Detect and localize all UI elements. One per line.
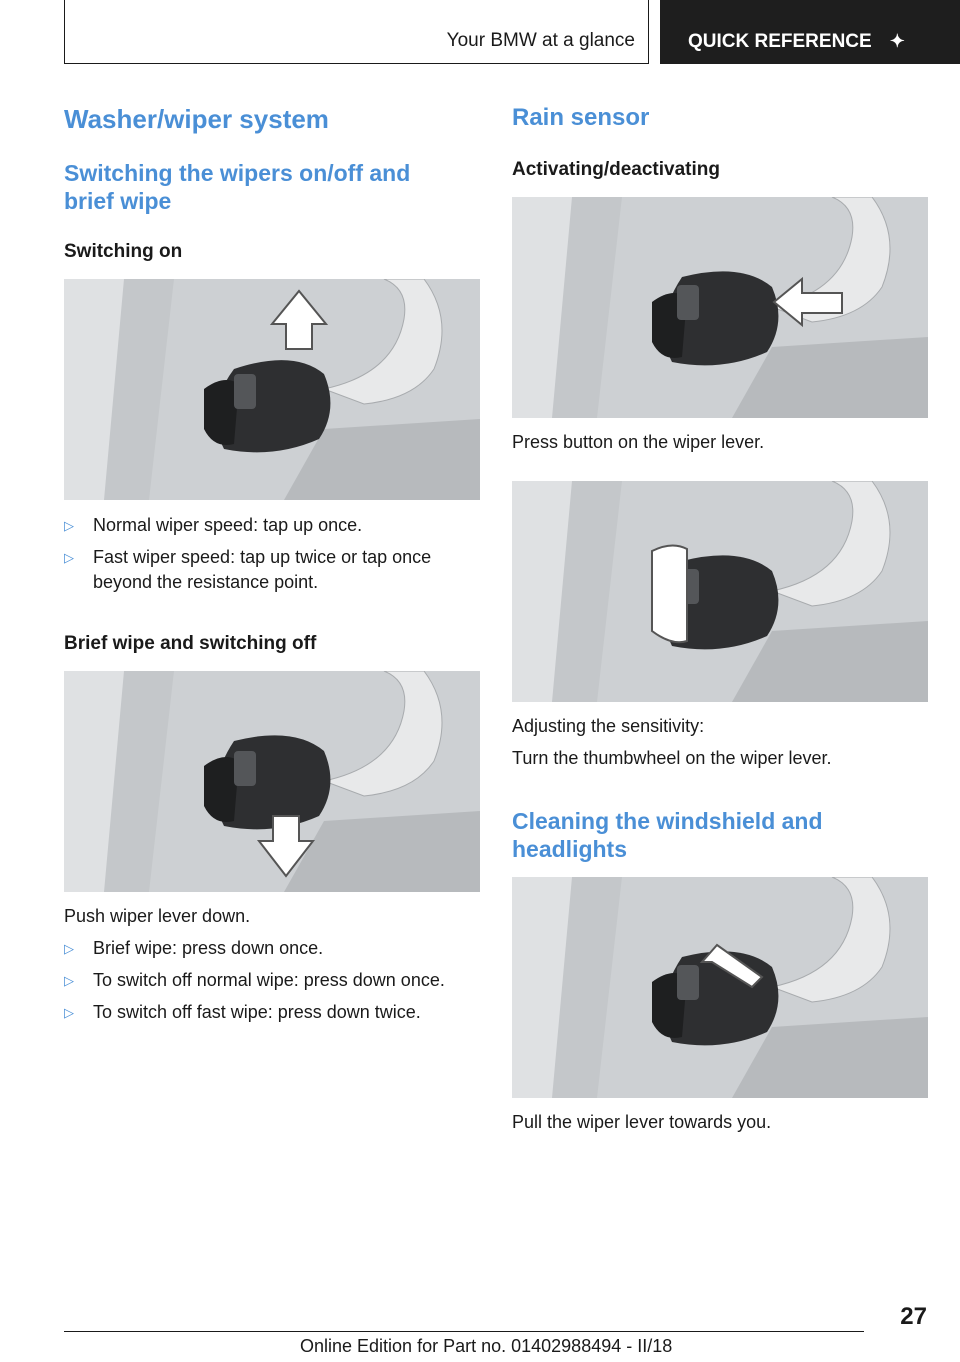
footer-rule [64, 1331, 864, 1332]
figure-rain-sensor-button [512, 197, 928, 418]
list-item [64, 1000, 464, 1025]
section-heading-cleaning: Cleaning the windshield and headlights [512, 808, 823, 862]
paragraph: Turn the thumbwheel on the wiper lever. [512, 748, 832, 768]
section-heading-rain-sensor: Rain sensor [512, 104, 650, 131]
paragraph: Adjusting the sensitivity: [512, 716, 705, 736]
list-item-text: To switch off normal wipe: press down once. [93, 970, 445, 990]
breadcrumb: Your BMW at a glance [446, 30, 635, 51]
list-item [64, 936, 464, 961]
bullet-triangle-icon: ▷ [64, 550, 74, 565]
paragraph: Press button on the wiper lever. [512, 432, 765, 452]
section-tab [660, 0, 960, 64]
list-item-text: Normal wiper speed: tap up once. [93, 515, 363, 535]
subheading-switching-on: Switching on [64, 241, 183, 262]
footer-edition: Online Edition for Part no. 01402988494 - II/18 [300, 1336, 673, 1356]
list-item [64, 545, 464, 595]
page-number: 27 [900, 1303, 927, 1330]
bullet-triangle-icon: ▷ [64, 941, 74, 956]
figure-wiper-down [64, 671, 480, 892]
figure-wiper-up [64, 279, 480, 500]
subheading-brief-wipe: Brief wipe and switching off [64, 633, 317, 654]
page-title: Washer/wiper system [64, 104, 329, 134]
bullet-triangle-icon: ▷ [64, 518, 74, 533]
figure-pull-lever [512, 877, 928, 1098]
paragraph: Pull the wiper lever towards you. [512, 1112, 772, 1132]
list-item-text: Brief wipe: press down once. [93, 938, 324, 958]
list-item [64, 513, 464, 538]
bullet-triangle-icon: ▷ [64, 1005, 74, 1020]
list-item-text: To switch off fast wipe: press down twice. [93, 1002, 421, 1022]
subheading-activating: Activating/deactivating [512, 159, 720, 180]
list-item-text: Fast wiper speed: tap up twice or tap once beyond the resistance point. [93, 547, 432, 592]
list-item [64, 968, 464, 993]
paragraph: Push wiper lever down. [64, 906, 251, 926]
figure-thumbwheel [512, 481, 928, 702]
section-heading-wipers: Switching the wipers on/off and brief wipe [64, 160, 411, 214]
thumbtack-icon: ✦ [889, 31, 905, 51]
bullet-triangle-icon: ▷ [64, 973, 74, 988]
section-tab-label: QUICK REFERENCE [688, 31, 872, 52]
